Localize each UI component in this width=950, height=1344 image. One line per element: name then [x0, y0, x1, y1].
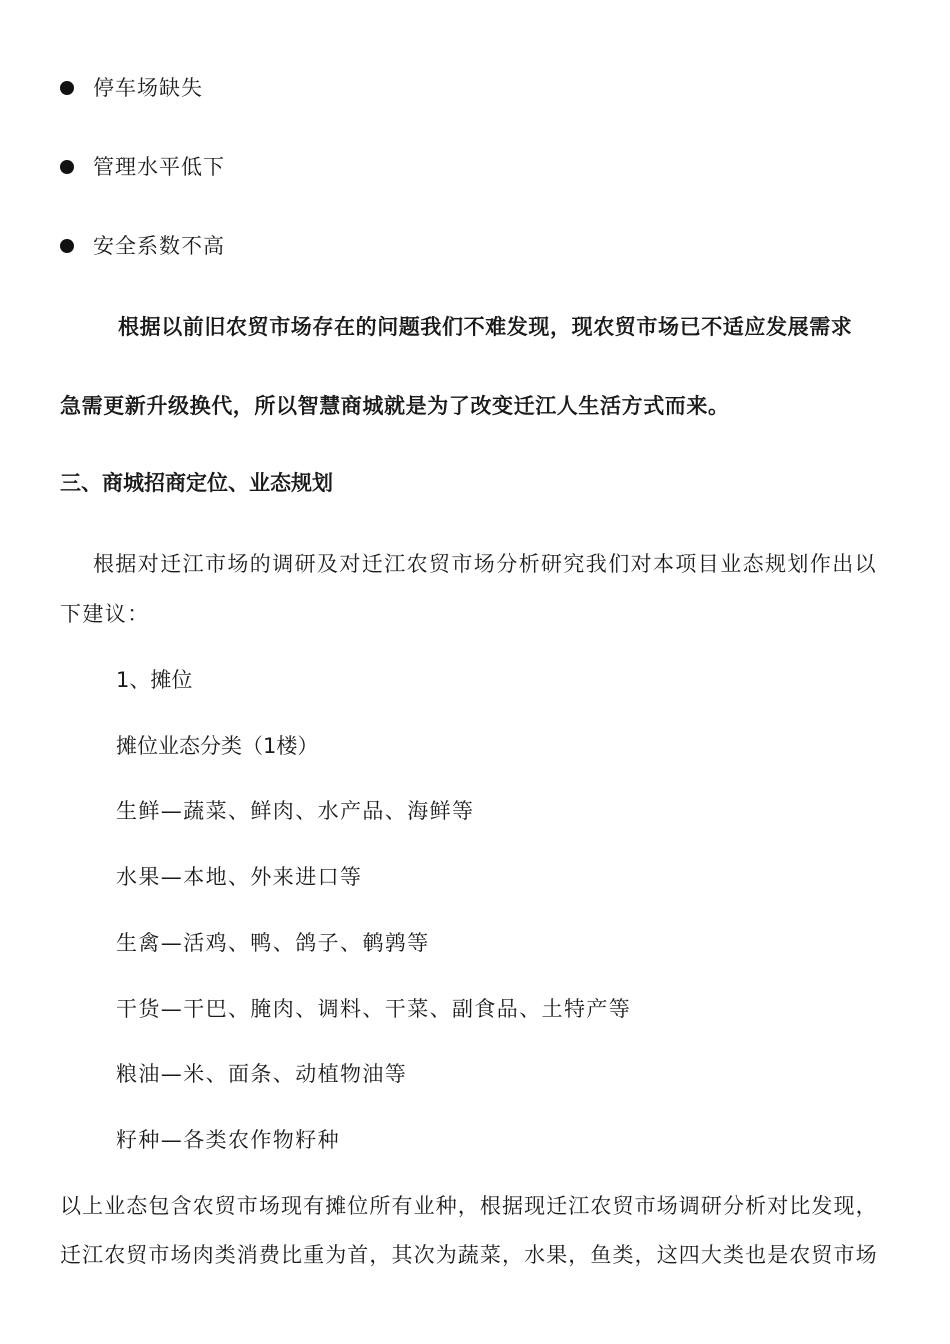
bullet-dot-icon: [60, 81, 74, 95]
paragraph-line: 下建议：: [60, 602, 150, 626]
subsection-title: 1、摊位: [116, 668, 193, 692]
paragraph-line: 根据对迁江市场的调研及对迁江农贸市场分析研究我们对本项目业态规划作出以: [93, 552, 877, 576]
paragraph-line: 急需更新升级换代，所以智慧商城就是为了改变迁江人生活方式而来。: [60, 393, 730, 418]
bullet-item: [60, 153, 225, 181]
bullet-dot-icon: [60, 239, 74, 253]
category-item: 粮油—米、面条、动植物油等: [116, 1062, 408, 1086]
category-item: 干货—干巴、腌肉、调料、干菜、副食品、土特产等: [116, 997, 632, 1021]
bullet-item-text: 管理水平低下: [93, 155, 225, 179]
bullet-item-text: 安全系数不高: [93, 234, 225, 258]
bullet-item: [60, 232, 225, 260]
bullet-item-text: 停车场缺失: [93, 76, 203, 100]
category-item: 生禽—活鸡、鸭、鸽子、鹌鹑等: [116, 931, 430, 955]
category-title: 摊位业态分类（1楼）: [116, 734, 319, 758]
bullet-item: [60, 74, 203, 102]
category-item: 水果—本地、外来进口等: [116, 865, 363, 889]
paragraph-line: 迁江农贸市场肉类消费比重为首，其次为蔬菜，水果，鱼类，这四大类也是农贸市场: [60, 1243, 878, 1267]
paragraph-line: 根据以前旧农贸市场存在的问题我们不难发现，现农贸市场已不适应发展需求: [118, 314, 853, 339]
category-item: 生鲜—蔬菜、鲜肉、水产品、海鲜等: [116, 799, 475, 823]
bullet-dot-icon: [60, 160, 74, 174]
category-item: 籽种—各类农作物籽种: [116, 1128, 340, 1152]
paragraph-line: 以上业态包含农贸市场现有摊位所有业种，根据现迁江农贸市场调研分析对比发现，: [60, 1194, 878, 1218]
section-heading: 三、商城招商定位、业态规划: [60, 471, 333, 495]
